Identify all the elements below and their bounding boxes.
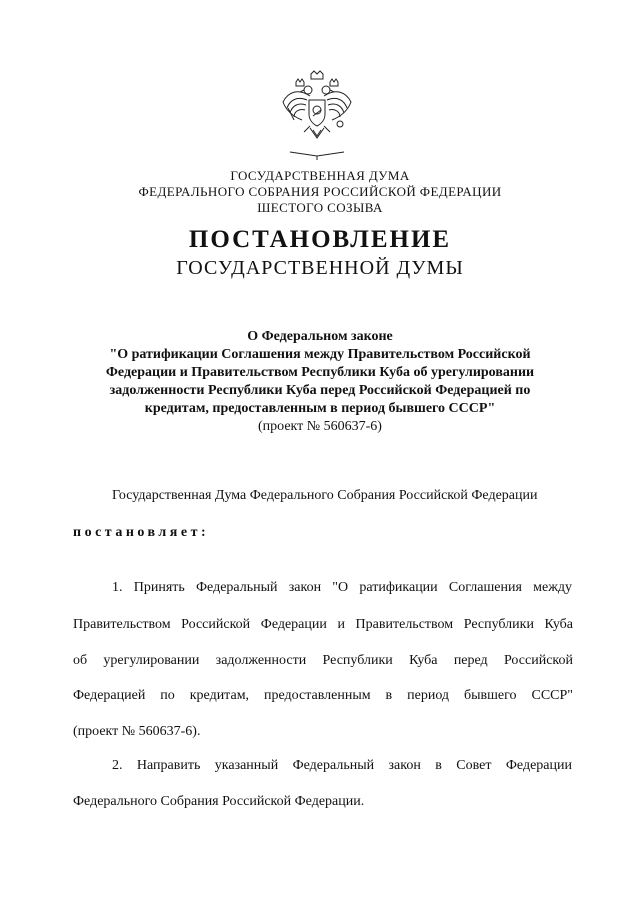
org-line-1: ГОСУДАРСТВЕННАЯ ДУМА [230, 168, 410, 183]
item-2-line: 2. Направить указанный Федеральный закон в Совет Федерации [112, 758, 572, 773]
organization-header [0, 168, 640, 216]
org-line-2: ФЕДЕРАЛЬНОГО СОБРАНИЯ РОССИЙСКОЙ ФЕДЕРАЦИИ [138, 184, 502, 199]
resolves-text: постановляет: [73, 525, 210, 540]
item-1-line: Федерацией по кредитам, предоставленным в период бывшего СССР" [73, 688, 573, 703]
item-1-line: об урегулировании задолженности Республики Куба перед Российской [73, 653, 573, 668]
subject-line: задолженности Республики Куба перед Российской Федерацией по [109, 383, 531, 398]
subject-line: кредитам, предоставленным в период бывшего СССР" [144, 401, 496, 416]
item-2-line: Федерального Собрания Российской Федерации. [73, 794, 365, 809]
item-1-line: Правительством Российской Федерации и Правительством Республики Куба [73, 617, 573, 632]
document-title: ПОСТАНОВЛЕНИЕ [188, 226, 452, 253]
item-1-line: (проект № 560637-6). [73, 724, 201, 739]
org-line-3: ШЕСТОГО СОЗЫВА [257, 200, 383, 215]
subject-block [0, 328, 640, 436]
subject-line: О Федеральном законе [247, 329, 393, 344]
subject-line: "О ратификации Соглашения между Правительством Российской [109, 347, 531, 362]
coat-of-arms-icon [280, 70, 354, 162]
preamble-text: Государственная Дума Федерального Собрания Российской Федерации [112, 488, 538, 503]
project-number: (проект № 560637-6) [258, 419, 382, 434]
document-subtitle: ГОСУДАРСТВЕННОЙ ДУМЫ [176, 257, 464, 279]
subject-line: Федерации и Правительством Республики Куба об урегулировании [105, 365, 535, 380]
item-1-line: 1. Принять Федеральный закон "О ратификации Соглашения между [112, 580, 572, 595]
